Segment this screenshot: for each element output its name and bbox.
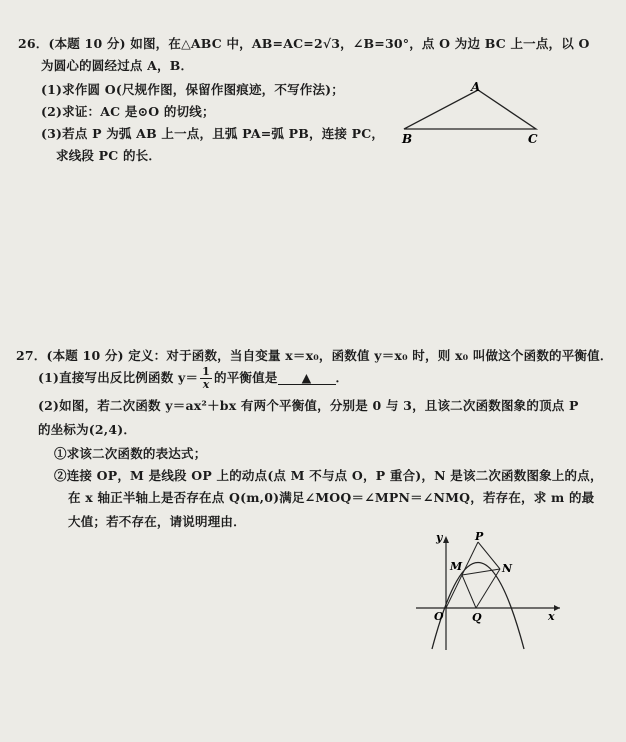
- label-p: P: [475, 530, 484, 543]
- label-c: C: [528, 132, 538, 146]
- segment-nq: [476, 569, 500, 608]
- q27-sub2-line3: 大值；若不存在，请说明理由．: [68, 514, 246, 529]
- label-q: Q: [472, 611, 482, 624]
- triangle-abc: [404, 90, 536, 129]
- label-y: y: [436, 531, 443, 544]
- q26-part3: (3)若点 P 为弧 AB 上一点，且弧 PA=弧 PB，连接 PC，: [41, 126, 385, 141]
- fraction-1-over-x: [200, 366, 212, 391]
- q27-part1: [38, 366, 348, 391]
- q27-part2-line1: (2)如图，若二次函数 y＝ax²＋bx 有两个平衡值，分别是 0 与 3，且该二次函数图象的顶点 P: [38, 398, 579, 413]
- q27-part2-line2: 的坐标为(2,4)．: [38, 422, 137, 437]
- label-b: B: [402, 132, 413, 146]
- q27-part1-prefix: (1)直接写出反比例函数 y＝: [38, 370, 199, 385]
- q27-sub1: ①求该二次函数的表达式；: [54, 446, 207, 461]
- q27-sub2-line1: ②连接 OP，M 是线段 OP 上的动点(点 M 不与点 O，P 重合)，N 是该二次函数图象上的点，: [54, 468, 603, 483]
- segment-pn: [478, 542, 500, 569]
- x-axis-arrow: [554, 605, 560, 611]
- q27-part1-suffix: 的平衡值是: [214, 370, 278, 385]
- segment-mq: [462, 575, 476, 608]
- q27-part1-end: ．: [335, 370, 349, 385]
- q27-line1: 27．(本题 10 分) 定义：对于函数，当自变量 x＝x₀，函数值 y＝x₀ 时，则 x₀ 叫做这个函数的平衡值．: [16, 348, 613, 363]
- q26-part1: (1)求作圆 O(尺规作图，保留作图痕迹，不写作法)；: [41, 82, 344, 97]
- q26-line1: 26．(本题 10 分) 如图，在△ABC 中，AB=AC=2√3，∠B=30°，点 O 为边 BC 上一点，以 O: [18, 36, 590, 51]
- label-a: A: [471, 80, 481, 94]
- label-m: M: [450, 560, 463, 573]
- q26-triangle-figure: [390, 80, 565, 152]
- label-n: N: [502, 562, 513, 575]
- answer-blank: ▲: [278, 371, 336, 385]
- q26-part2: (2)求证：AC 是⊙O 的切线；: [41, 104, 215, 119]
- q27-sub2-line2: 在 x 轴正半轴上是否存在点 Q(m,0)满足∠MOQ＝∠MPN＝∠NMQ，若存在，求 m 的最: [68, 490, 595, 505]
- fraction-denominator: x: [202, 378, 210, 391]
- q26-part3b: 求线段 PC 的长．: [56, 148, 162, 163]
- fraction-numerator: 1: [202, 365, 211, 378]
- q27-parabola-figure: [410, 528, 570, 653]
- label-x: x: [548, 610, 555, 623]
- q26-line2: 为圆心的圆经过点 A，B．: [41, 58, 194, 73]
- label-o: O: [434, 610, 444, 623]
- y-axis-arrow: [443, 536, 449, 543]
